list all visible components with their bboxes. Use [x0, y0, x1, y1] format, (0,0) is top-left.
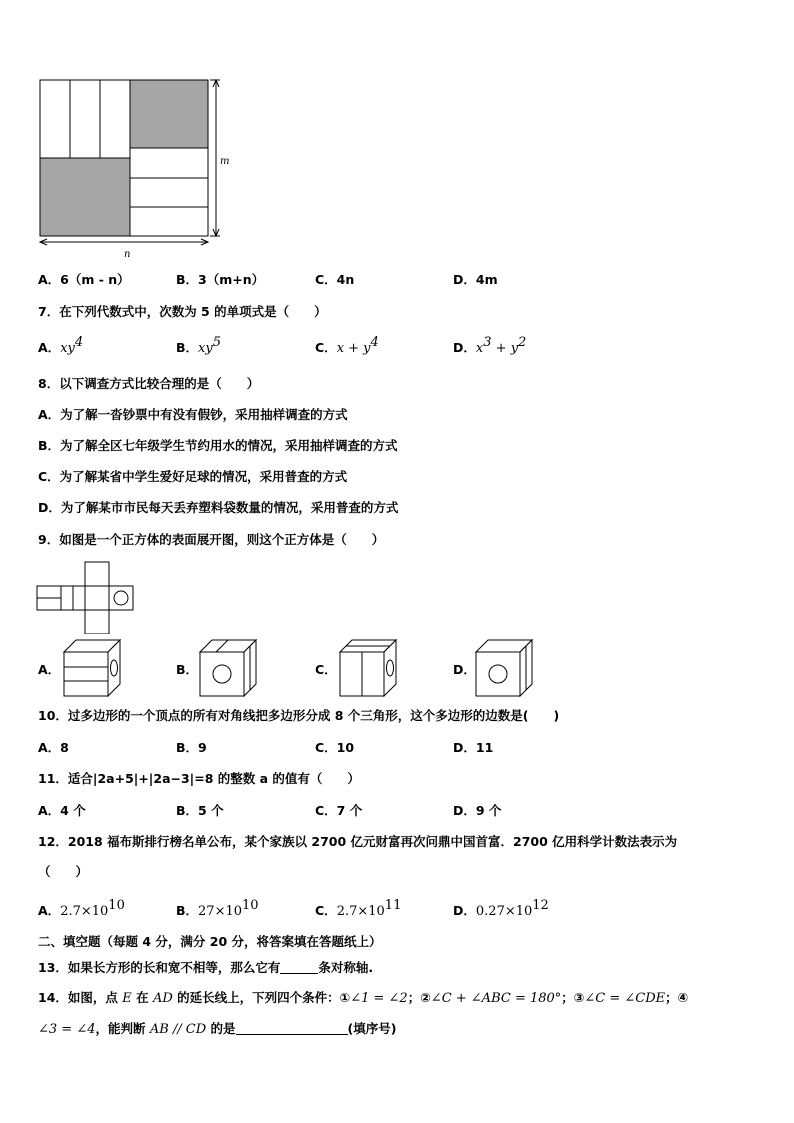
sci-exponent: 10 — [242, 898, 259, 913]
q14-text: ；③ — [561, 990, 585, 1005]
option-label: D． — [453, 340, 476, 355]
condition-1: ∠1 = ∠2 — [350, 991, 408, 1006]
q12-answer-paren: （ ） — [38, 864, 89, 879]
expr-x-exponent: 3 — [483, 335, 492, 350]
q14-text: ，能判断 — [95, 1021, 150, 1036]
q10-option-a[interactable]: A．8 — [38, 740, 69, 755]
q8-option-c[interactable]: C．为了解某省中学生爱好足球的情况，采用普查的方式 — [38, 469, 348, 484]
expr-exponent: 4 — [74, 335, 84, 350]
q10-option-b[interactable]: B．9 — [176, 740, 207, 755]
q7-option-b[interactable] — [176, 335, 221, 356]
q12-option-a[interactable] — [38, 898, 125, 919]
q8-option-b[interactable]: B．为了解全区七年级学生节约用水的情况，采用抽样调查的方式 — [38, 438, 398, 453]
sci-value: 27×10 — [198, 904, 243, 919]
q14-text: 14．如图，点 — [38, 990, 123, 1005]
expr-x: x — [475, 341, 484, 356]
sci-exponent: 12 — [532, 898, 549, 913]
option-label: C． — [315, 903, 337, 918]
q6-option-b[interactable]: B．3（m+n） — [176, 272, 265, 287]
q6-option-a[interactable]: A．6（m - n） — [38, 272, 130, 287]
q14-answer-blank[interactable] — [236, 1022, 348, 1035]
condition-4: ∠3 = ∠4 — [38, 1022, 96, 1037]
option-label: B． — [176, 340, 199, 355]
q9-option-b-cube[interactable] — [196, 636, 260, 698]
q9-option-d-label[interactable]: D． — [453, 662, 476, 677]
q13-text-before: 13．如果长方形的长和宽不相等，那么它有 — [38, 960, 281, 975]
option-label: D． — [453, 903, 476, 918]
q7-stem: 7．在下列代数式中，次数为 5 的单项式是（ ） — [38, 304, 327, 319]
q8-stem: 8．以下调查方式比较合理的是（ ） — [38, 376, 260, 391]
q9-option-a-cube[interactable] — [60, 636, 124, 698]
expr-y-exponent: 2 — [518, 335, 527, 350]
q9-option-b-label[interactable]: B． — [176, 662, 199, 677]
expr-base: xy — [198, 341, 213, 356]
condition-2: ∠C + ∠ABC = 180° — [430, 991, 562, 1006]
parallel-ab-cd: AB // CD — [149, 1022, 207, 1037]
q6-option-d[interactable]: D．4m — [453, 272, 498, 287]
option-label: B． — [176, 903, 199, 918]
q12-option-c[interactable] — [315, 898, 402, 919]
q7-option-c[interactable] — [315, 335, 379, 356]
q13-text-after: 条对称轴. — [318, 960, 374, 975]
label-n: n — [124, 249, 131, 260]
sci-value: 0.27×10 — [475, 904, 533, 919]
expr-base: x + y — [336, 341, 371, 356]
q14-text: (填序号) — [347, 1021, 397, 1036]
q10-option-d[interactable]: D．11 — [453, 740, 494, 755]
q11-option-d[interactable]: D．9 个 — [453, 803, 502, 818]
q11-stem: 11．适合|2a+5|+|2a−3|=8 的整数 a 的值有（ ） — [38, 771, 360, 786]
point-e: E — [122, 991, 132, 1006]
q11-option-a[interactable]: A．4 个 — [38, 803, 86, 818]
expr-y: y — [510, 341, 519, 356]
q12-option-d[interactable] — [453, 898, 549, 919]
option-label: A． — [38, 903, 61, 918]
sci-value: 2.7×10 — [60, 904, 109, 919]
sci-exponent: 10 — [108, 898, 125, 913]
expr-exponent: 4 — [370, 335, 379, 350]
option-label: C． — [315, 340, 337, 355]
q10-stem: 10．过多边形的一个顶点的所有对角线把多边形分成 8 个三角形，这个多边形的边数是( ) — [38, 708, 560, 723]
q11-option-c[interactable]: C．7 个 — [315, 803, 363, 818]
q14-text: 的是 — [206, 1021, 236, 1036]
shaded-rect-top-right — [130, 80, 208, 148]
sci-value: 2.7×10 — [336, 904, 385, 919]
q12-stem: 12．2018 福布斯排行榜名单公布，某个家族以 2700 亿元财富再次问鼎中国首富．2700 亿用科学计数法表示为 — [38, 834, 678, 849]
expr-base: xy — [60, 341, 75, 356]
label-m: m — [220, 156, 230, 167]
q7-option-a[interactable] — [38, 335, 84, 356]
expr-exponent: 5 — [212, 335, 221, 350]
q14-text: 的延长线上，下列四个条件：① — [172, 990, 351, 1005]
q14-text: ；④ — [665, 990, 689, 1005]
expr-plus: + — [491, 341, 511, 356]
q10-option-c[interactable]: C．10 — [315, 740, 355, 755]
q12-option-b[interactable] — [176, 898, 259, 919]
condition-3: ∠C = ∠CDE — [584, 991, 666, 1006]
option-label: A． — [38, 340, 61, 355]
q7-option-d[interactable] — [453, 335, 527, 356]
q9-option-c-cube[interactable] — [336, 636, 400, 698]
q14-stem-line1 — [38, 988, 688, 1006]
q8-option-a[interactable]: A．为了解一沓钞票中有没有假钞，采用抽样调查的方式 — [38, 407, 348, 422]
q9-stem: 9．如图是一个正方体的表面展开图，则这个正方体是（ ） — [38, 532, 385, 547]
q13-stem — [38, 958, 373, 976]
shaded-rect-bottom-left — [40, 158, 130, 236]
segment-ad: AD — [152, 991, 173, 1006]
q11-option-b[interactable]: B．5 个 — [176, 803, 224, 818]
cube-net-figure — [36, 560, 140, 634]
q14-text: ；② — [407, 990, 431, 1005]
q9-option-c-label[interactable]: C． — [315, 662, 337, 677]
section-fill-in-title: 二、填空题（每题 4 分，满分 20 分，将答案填在答题纸上） — [38, 934, 382, 949]
q9-option-d-cube[interactable] — [472, 636, 536, 698]
q14-text: 在 — [131, 990, 153, 1005]
q13-answer-blank[interactable] — [280, 961, 318, 974]
q14-stem-line2 — [38, 1019, 396, 1037]
q8-option-d[interactable]: D．为了解某市市民每天丢弃塑料袋数量的情况，采用普查的方式 — [38, 500, 399, 515]
q6-option-c[interactable]: C．4n — [315, 272, 355, 287]
q6-figure — [34, 74, 234, 262]
q9-option-a-label[interactable]: A． — [38, 662, 61, 677]
sci-exponent: 11 — [384, 898, 402, 913]
